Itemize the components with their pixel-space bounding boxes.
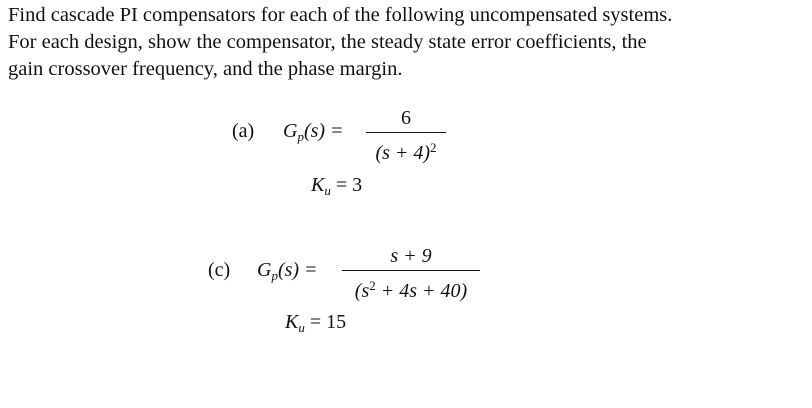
part-c-ku: $K_u = 15$ bbox=[285, 311, 347, 335]
part-c-fraction bbox=[342, 244, 480, 303]
problem-line-3: gain crossover frequency, and the phase margin. bbox=[8, 58, 403, 80]
part-a-ku-value: = 3 bbox=[335, 174, 363, 196]
problem-line-1: Find cascade PI compensators for each of the following uncompensated systems. bbox=[8, 4, 673, 26]
part-c-fraction-bar bbox=[342, 270, 480, 271]
part-a-numerator: 6 bbox=[401, 107, 411, 129]
part-c-denominator: $(s^2 + 4s + 40)$ bbox=[354, 278, 468, 302]
part-c-ku-value: = 15 bbox=[309, 311, 347, 333]
part-a-label: (a) bbox=[232, 120, 255, 142]
part-a-ku: $K_u = 3$ bbox=[311, 174, 363, 198]
part-a-denominator: $(s + 4)^2$ bbox=[375, 140, 437, 164]
part-c-label: (c) bbox=[208, 259, 231, 281]
part-c-transfer-function-lhs: $G_p(s)$ = bbox=[257, 259, 318, 283]
part-a-transfer-function-lhs: $G_p(s)$ = bbox=[283, 120, 344, 144]
problem-line-2: For each design, show the compensator, the steady state error coefficients, the bbox=[8, 31, 647, 53]
part-c-numerator: s + 9 bbox=[390, 245, 432, 267]
